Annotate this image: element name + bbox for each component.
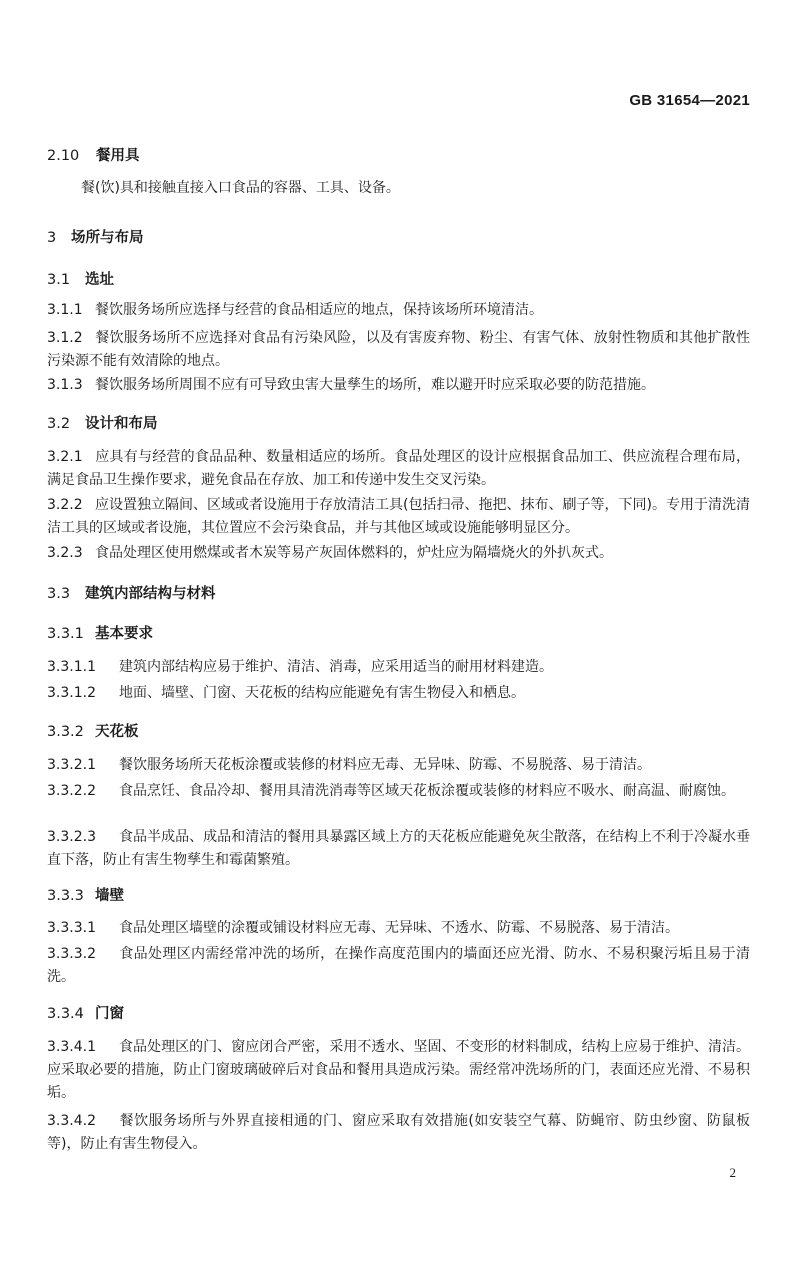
clause: 3.3.3.1 食品处理区墙壁的涂覆或铺设材料应无毒、无异味、不透水、防霉、不易脱落、易于清洁。 [47,920,679,936]
clause: 3.2.3 食品处理区使用燃煤或者木炭等易产灰固体燃料的，炉灶应为隔墙烧火的外扒灰式。 [47,545,613,561]
clause: 3.3.1.1 建筑内部结构应易于维护、清洁、消毒，应采用适当的耐用材料建造。 [47,659,553,675]
section-heading: 3.3 建筑内部结构与材料 [47,586,216,602]
clause: 3.3.2.2 食品烹饪、食品冷却、餐用具清洗消毒等区域天花板涂覆或装修的材料应不吸水、耐高温、耐腐蚀。 [47,783,735,799]
subsection-heading: 3.3.2 天花板 [47,724,139,740]
section-heading: 3.2 设计和布局 [47,416,158,432]
chapter-heading: 3 场所与布局 [47,230,144,246]
subsection-heading: 3.3.4 门窗 [47,1006,124,1022]
page-number: 2 [729,1165,736,1180]
section-heading: 2.10 餐用具 [47,148,140,164]
clause: 3.1.1 餐饮服务场所应选择与经营的食品相适应的地点，保持该场所环境清洁。 [47,302,543,318]
clause: 3.3.2.3 食品半成品、成品和清洁的餐用具暴露区域上方的天花板应能避免灰尘散落，在结构上不利于冷凝水垂直下落，防止有害生物孳生和霉菌繁殖。 [47,829,750,868]
subsection-heading: 3.3.1 基本要求 [47,626,153,642]
clause: 3.1.2 餐饮服务场所不应选择对食品有污染风险，以及有害废弃物、粉尘、有害气体、放射性物质和其他扩散性污染源不能有效清除的地点。 [47,330,750,369]
clause: 3.3.3.2 食品处理区内需经常冲洗的场所，在操作高度范围内的墙面还应光滑、防水、不易积聚污垢且易于清洗。 [47,946,750,985]
definition-text: 餐(饮)具和接触直接入口食品的容器、工具、设备。 [81,180,400,196]
section-heading: 3.1 选址 [47,272,114,288]
clause: 3.2.1 应具有与经营的食品品种、数量相适应的场所。食品处理区的设计应根据食品加工、供应流程合理布局，满足食品卫生操作要求，避免食品在存放、加工和传递中发生交叉污染。 [47,449,750,488]
clause: 3.3.4.2 餐饮服务场所与外界直接相通的门、窗应采取有效措施(如安装空气幕、防蝇帘、防虫纱窗、防鼠板等)，防止有害生物侵入。 [47,1113,750,1152]
clause: 3.3.1.2 地面、墙壁、门窗、天花板的结构应能避免有害生物侵入和栖息。 [47,685,525,701]
standard-code: GB 31654—2021 [629,92,750,109]
subsection-heading: 3.3.3 墙壁 [47,888,124,904]
clause: 3.3.2.1 餐饮服务场所天花板涂覆或装修的材料应无毒、无异味、防霉、不易脱落、易于清洁。 [47,757,651,773]
clause: 3.1.3 餐饮服务场所周围不应有可导致虫害大量孳生的场所，难以避开时应采取必要的防范措施。 [47,377,655,393]
clause: 3.3.4.1 食品处理区的门、窗应闭合严密，采用不透水、坚固、不变形的材料制成，结构上应易于维护、清洁。应采取必要的措施，防止门窗玻璃破碎后对食品和餐用具造成污染。需经常冲洗场所的门，表面还应光滑、不易积垢。 [47,1039,750,1101]
clause: 3.2.2 应设置独立隔间、区域或者设施用于存放清洁工具(包括扫帚、拖把、抹布、刷子等，下同)。专用于清洗清洁工具的区域或者设施，其位置应不会污染食品，并与其他区域或设施能够明显区分。 [47,497,750,536]
